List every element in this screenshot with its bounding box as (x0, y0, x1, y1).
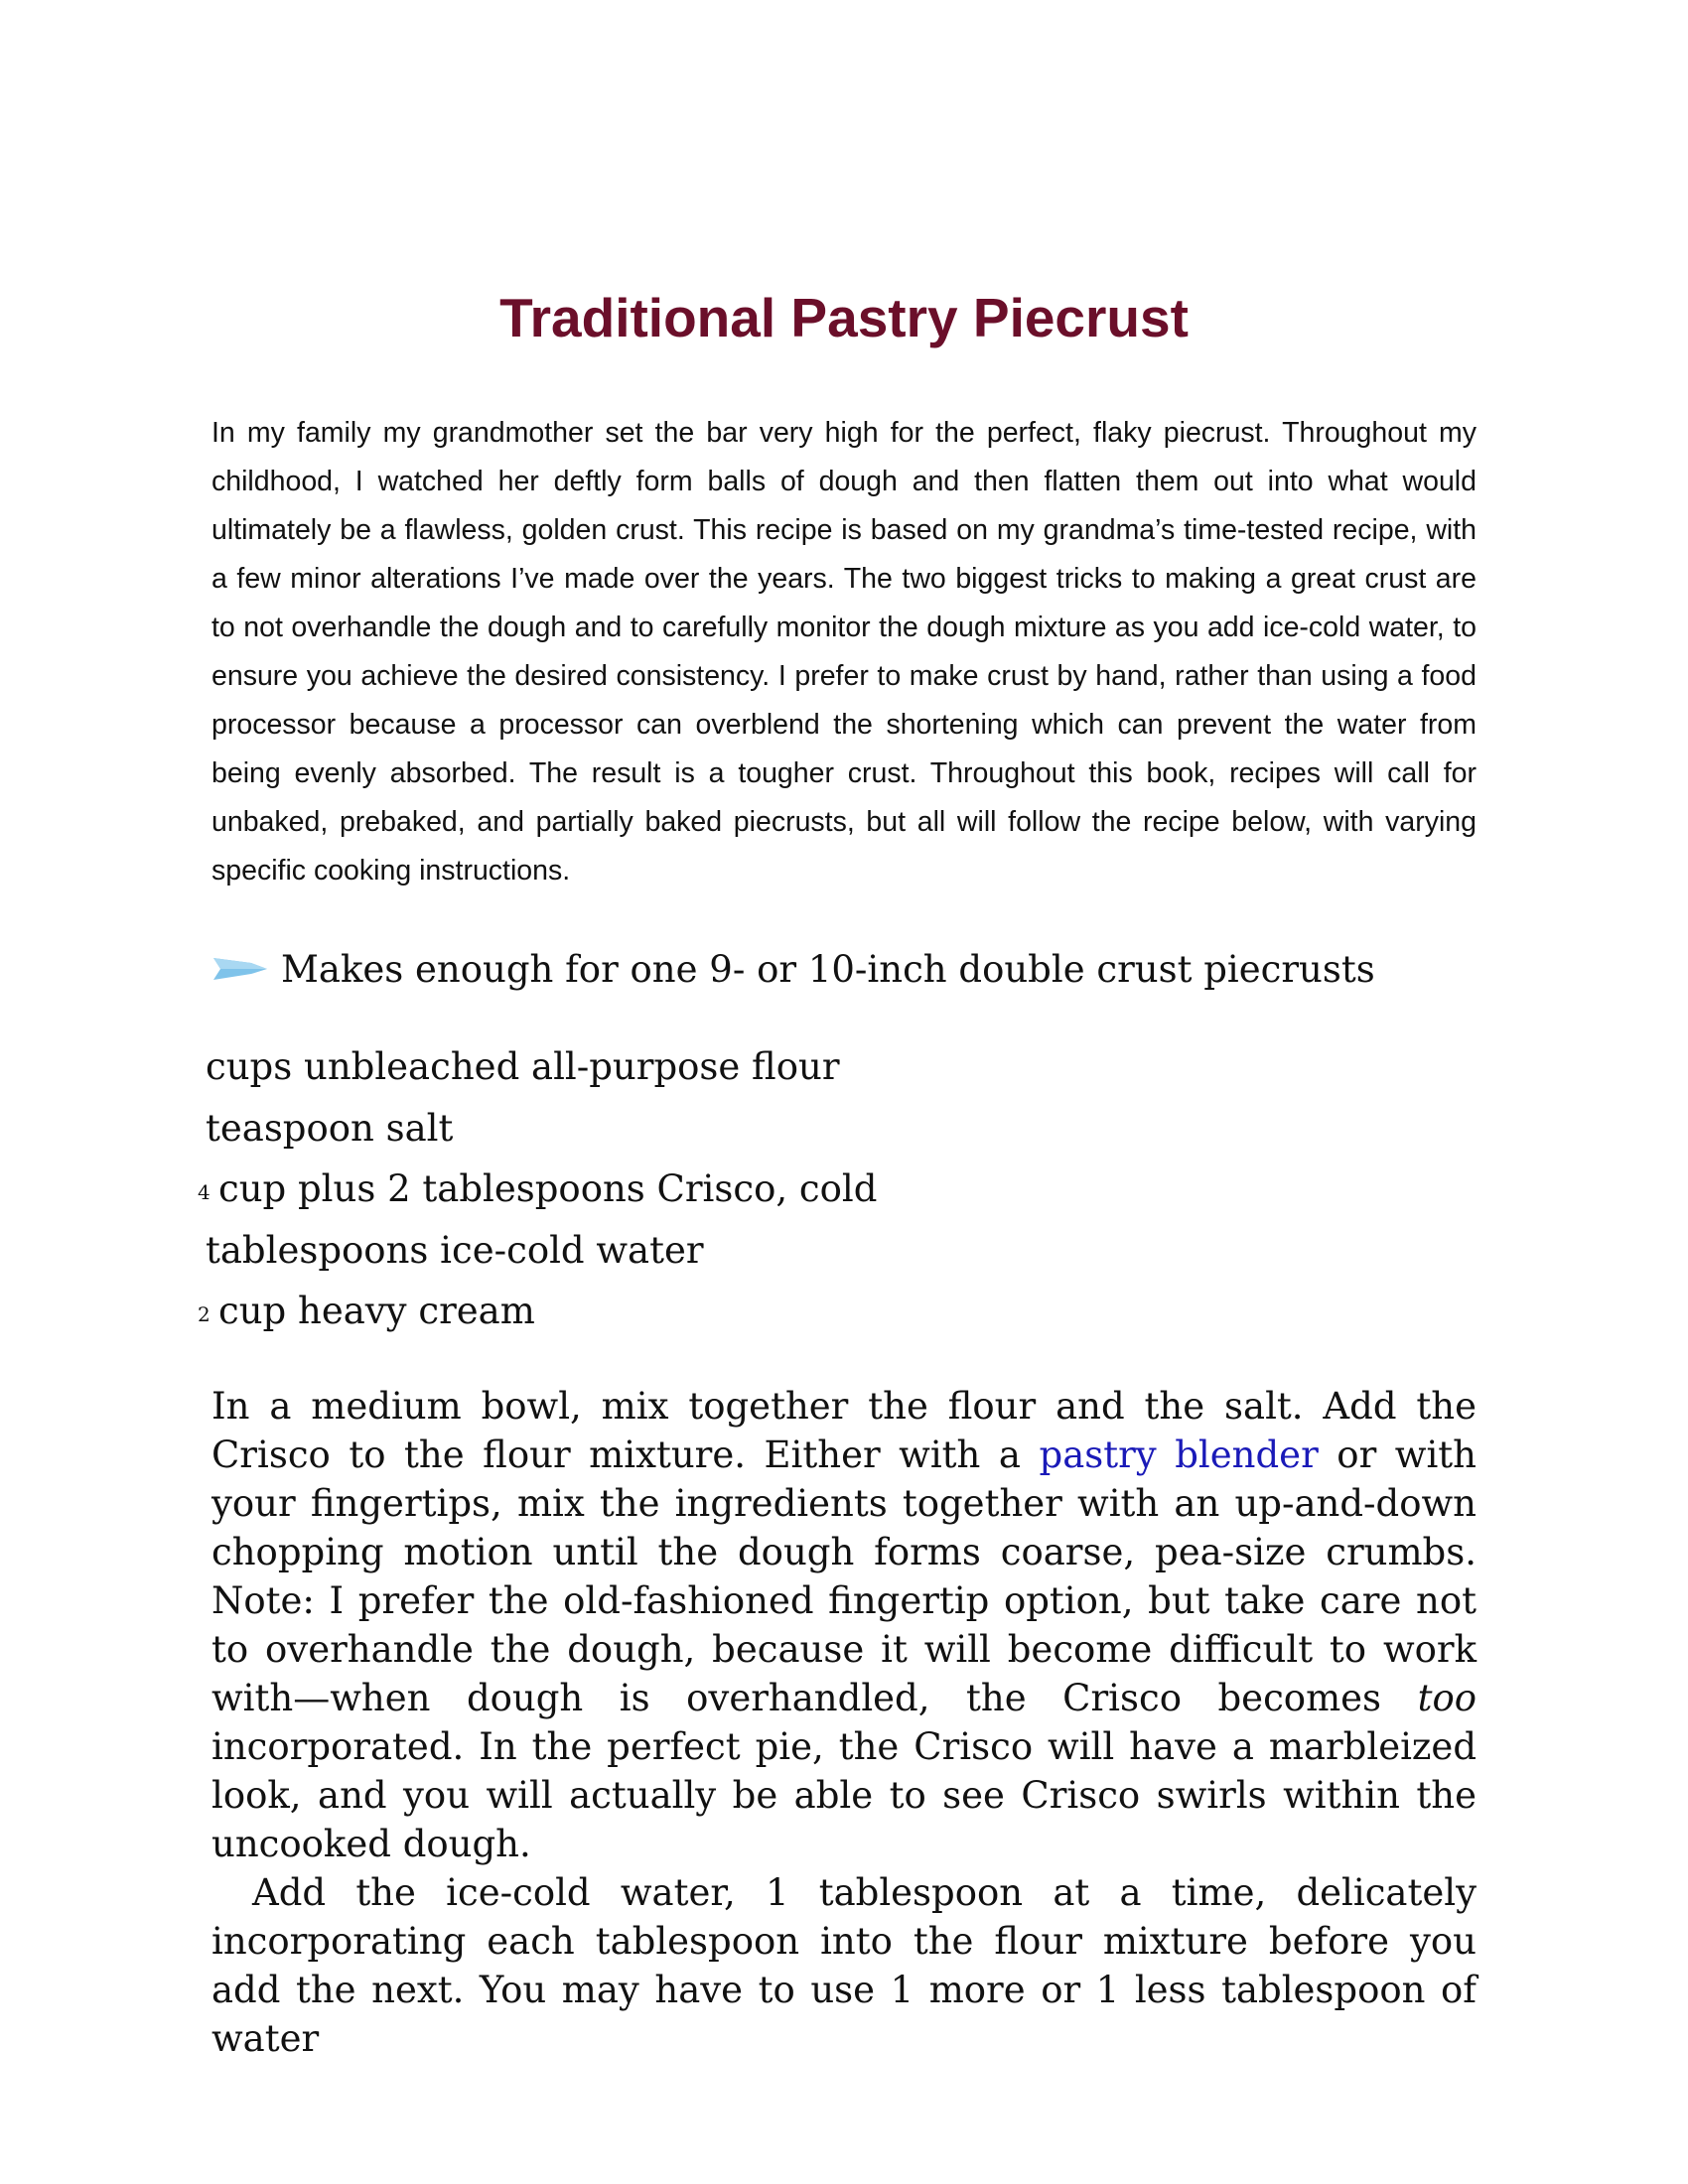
list-item (0, 1036, 1688, 1098)
method-text: In a medium bowl, mix together the flour and the salt. Add the Crisco to the flour mixture. Either with a (211, 1385, 1477, 1476)
ingredient-list (0, 1036, 1688, 1342)
ingredient-text: cup heavy cream (218, 1290, 535, 1332)
yield-text: Makes enough for one 9- or 10-inch double crust piecrusts (281, 947, 1375, 991)
ingredient-text: tablespoons ice-cold water (206, 1228, 704, 1272)
list-item (0, 1159, 1688, 1220)
recipe-title: Traditional Pastry Piecrust (499, 287, 1189, 348)
ingredient-fraction: 4 (198, 1180, 211, 1204)
yield-line (211, 937, 1375, 1001)
method-section (211, 1382, 1477, 2063)
method-text: incorporated. In the perfect pie, the Crisco will have a marbleized look, and you will actually be able to see Crisco swirls within the uncooked dough. (211, 1725, 1477, 1865)
list-item (0, 1220, 1688, 1282)
list-item (0, 1098, 1688, 1160)
method-paragraph-1 (211, 1382, 1477, 1868)
emphasis-text: too (1417, 1677, 1477, 1719)
ingredient-text: teaspoon salt (206, 1106, 454, 1150)
ingredient-text: cups unbleached all-purpose flour (206, 1045, 840, 1088)
method-text: or with your fingertips, mix the ingredients together with an up-and-down chopping motion until the dough forms coarse, pea-size crumbs. Note: I prefer the old-fashioned fingertip option, but take care not to overhandle the dough, because it will become difficult to work with—when dough is overhandled, the Crisco becomes (211, 1433, 1477, 1719)
pointer-arrow-icon (211, 952, 269, 986)
list-item (0, 1281, 1688, 1342)
method-paragraph-2: Add the ice-cold water, 1 tablespoon at a time, delicately incorporating each tablespoon into the flour mixture before you add the next. You may have to use 1 more or 1 less tablespoon of water (211, 1871, 1477, 2060)
ingredient-text: cup plus 2 tablespoons Crisco, cold (218, 1167, 878, 1210)
pastry-blender-link[interactable]: pastry blender (1039, 1433, 1319, 1476)
intro-paragraph: In my family my grandmother set the bar very high for the perfect, flaky piecrust. Throughout my childhood, I watched her deftly form balls of dough and then flatten them out into what would ultimately be a flawless, golden crust. This recipe is based on my grandma’s time-tested recipe, with a few minor alterations I’ve made over the years. The two biggest tricks to making a great crust are to not overhandle the dough and to carefully monitor the dough mixture as you add ice-cold water, to ensure you achieve the desired consistency. I prefer to make crust by hand, rather than using a food processor because a processor can overblend the shortening which can prevent the water from being evenly absorbed. The result is a tougher crust. Throughout this book, recipes will call for unbaked, prebaked, and partially baked piecrusts, but all will follow the recipe below, with varying specific cooking instructions. (211, 417, 1477, 887)
ingredient-fraction: 2 (198, 1302, 211, 1326)
